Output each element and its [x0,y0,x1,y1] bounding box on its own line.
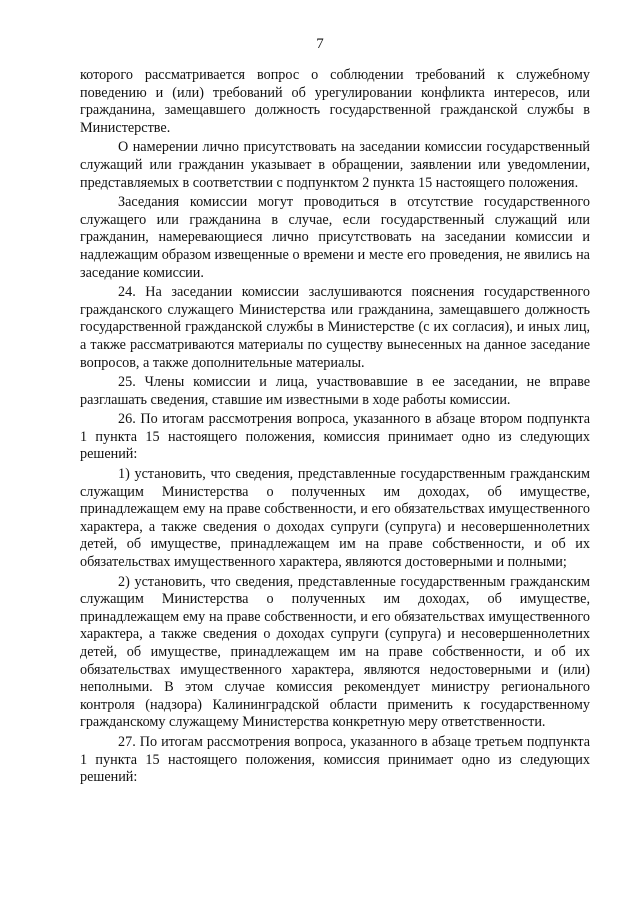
document-body [80,67,590,789]
paragraph-26-item-1: 1) установить, что сведения, представленные государственным гражданским служащим Министерства о полученных им доходах, об имуществе, принадлежащем ему на праве собственности, и его обязательствах имущественного характера, а также сведения о доходах супруги (супруга) и несовершеннолетних детей, об имуществе, принадлежащем им на праве собственности, и об их обязательствах имущественного характера, являются достоверными и полными; [80,466,590,571]
paragraph-25: 25. Члены комиссии и лица, участвовавшие в ее заседании, не вправе разглашать сведения, ставшие им известными в ходе работы комиссии. [80,374,590,408]
paragraph-presence-intent: О намерении лично присутствовать на заседании комиссии государственный служащий или гражданин указывает в обращении, заявлении или уведомлении, представляемых в соответствии с подпунктом 2 пункта 15 настоящего положения. [80,139,590,191]
paragraph-continuation: которого рассматривается вопрос о соблюдении требований к служебному поведению и (или) требований об урегулировании конфликта интересов, или гражданина, замещавшего должность государственной гражданской службы в Министерстве. [80,67,590,136]
paragraph-absence-meeting: Заседания комиссии могут проводиться в отсутствие государственного служащего или гражданина в случае, если государственный служащий или гражданин, намеревающиеся лично присутствовать на заседании комиссии и надлежащим образом извещенные о времени и месте его проведения, не явились на заседание комиссии. [80,194,590,281]
page-number: 7 [316,36,324,52]
paragraph-24: 24. На заседании комиссии заслушиваются пояснения государственного гражданского служащего Министерства или гражданина, замещавшего должность государственной гражданской службы в Министерстве (с их согласия), и иных лиц, а также рассматриваются материалы по существу вынесенных на данное заседание вопросов, а также дополнительные материалы. [80,284,590,371]
paragraph-27: 27. По итогам рассмотрения вопроса, указанного в абзаце третьем подпункта 1 пункта 15 настоящего положения, комиссия принимает одно из следующих решений: [80,733,590,786]
paragraph-26: 26. По итогам рассмотрения вопроса, указанного в абзаце втором подпункта 1 пункта 15 настоящего положения, комиссия принимает одно из следующих решений: [80,411,590,463]
paragraph-26-item-2: 2) установить, что сведения, представленные государственным гражданским служащим Министерства о полученных им доходах, об имуществе, принадлежащем ему на праве собственности, и его обязательствах имущественного характера, а также сведения о доходах супруги (супруга) и несовершеннолетних детей, об имуществе, принадлежащем им на праве собственности, и об их обязательствах имущественного характера, являются недостоверными и (или) неполными. В этом случае комиссия рекомендует министру регионального контроля (надзора) Калининградской области применить к государственному гражданскому служащему Министерства конкретную меру ответственности. [80,573,590,731]
